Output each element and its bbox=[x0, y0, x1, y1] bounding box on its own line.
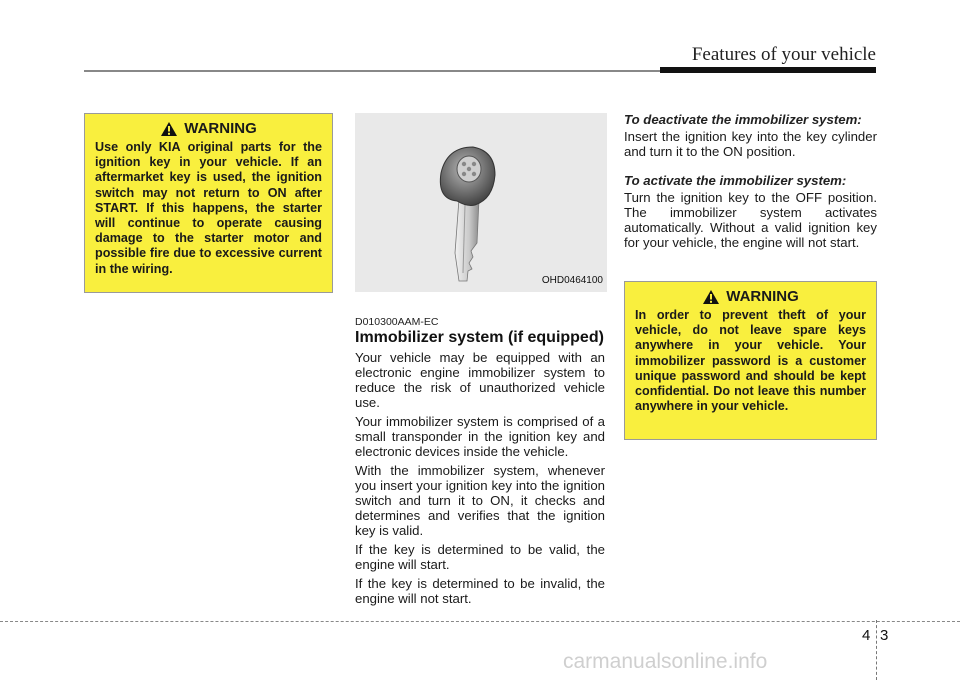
warning-triangle-icon bbox=[160, 121, 178, 137]
activate-heading: To activate the immobilizer system: bbox=[624, 173, 847, 188]
immobilizer-instructions bbox=[624, 112, 877, 250]
key-illustration bbox=[355, 113, 607, 292]
ignition-key-icon bbox=[355, 113, 607, 292]
warning-box-ignition-key bbox=[84, 113, 333, 293]
header-rule-accent bbox=[660, 67, 876, 73]
paragraph: If the key is determined to be valid, the engine will start. bbox=[355, 542, 605, 572]
footer-rule bbox=[0, 621, 960, 622]
warning-box-spare-keys bbox=[624, 281, 877, 440]
deactivate-heading: To deactivate the immobilizer system: bbox=[624, 112, 862, 127]
warning-body: Use only KIA original parts for the ignition key in your vehicle. If an aftermarket key is used, the ignition switch may not return to ON after START. If this happens, the starter will continue to operate causing damage to the starter motor and possible fire due to excessive current in the wiring. bbox=[95, 140, 322, 276]
paragraph: Your immobilizer system is comprised of a small transponder in the ignition key and electronic devices inside the vehicle. bbox=[355, 414, 605, 459]
page-number-divider bbox=[876, 620, 877, 680]
section-body bbox=[355, 350, 605, 610]
paragraph: If the key is determined to be invalid, the engine will not start. bbox=[355, 576, 605, 606]
watermark: carmanualsonline.info bbox=[563, 650, 768, 673]
warning-title: WARNING bbox=[726, 288, 799, 306]
page-number: 3 bbox=[880, 627, 889, 644]
paragraph: Your vehicle may be equipped with an electronic engine immobilizer system to reduce the risk of unauthorized vehicle use. bbox=[355, 350, 605, 410]
chapter-number: 4 bbox=[862, 627, 871, 644]
warning-triangle-icon bbox=[702, 289, 720, 305]
warning-title: WARNING bbox=[184, 120, 257, 138]
section-title: Features of your vehicle bbox=[691, 44, 876, 65]
activate-text: Turn the ignition key to the OFF position. The immobilizer system activates automatically. Without a valid ignition key for your vehicle, the engine will not start. bbox=[624, 190, 877, 250]
deactivate-text: Insert the ignition key into the key cylinder and turn it to the ON position. bbox=[624, 129, 877, 159]
warning-header bbox=[635, 289, 866, 305]
warning-body: In order to prevent theft of your vehicle, do not leave spare keys anywhere in your vehicle. Your immobilizer password is a customer unique password and should be kept confidential. Do not leave this number anywhere in your vehicle. bbox=[635, 308, 866, 414]
section-heading: Immobilizer system (if equipped) bbox=[355, 329, 604, 346]
paragraph: With the immobilizer system, whenever you insert your ignition key into the ignition switch and turn it to ON, it checks and determines and verifies that the ignition key is valid. bbox=[355, 463, 605, 538]
section-code: D010300AAM-EC bbox=[355, 316, 439, 328]
warning-header bbox=[95, 121, 322, 137]
figure-code: OHD0464100 bbox=[541, 275, 603, 286]
